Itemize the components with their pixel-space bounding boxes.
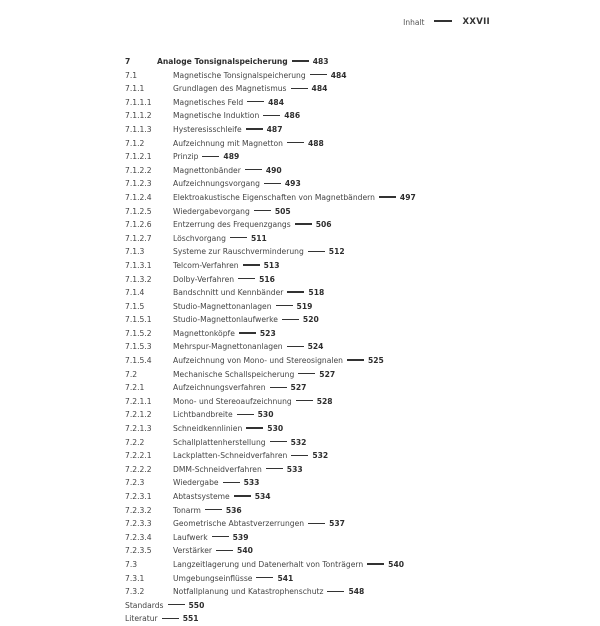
- toc-entry-link: [157, 55, 329, 69]
- toc-entry-number: 7.1.3.2: [125, 274, 152, 284]
- toc-entry: [125, 191, 545, 205]
- toc-entry-title: Aufzeichnungsverfahren: [173, 383, 266, 393]
- toc-entry-number: 7.2.3: [125, 478, 145, 488]
- toc-entry: [125, 449, 545, 463]
- toc-entry: [125, 572, 545, 586]
- toc-entry-title: Abtastsysteme: [173, 492, 230, 501]
- toc-entry-number: 7.2.3.1: [125, 492, 152, 501]
- toc-entry-link: [173, 395, 333, 409]
- toc-entry-number: 7.1.1.3: [125, 124, 152, 134]
- toc-entry: [125, 313, 545, 327]
- toc-entry-number: 7.2.2.1: [125, 451, 152, 461]
- toc-entry: [125, 232, 545, 246]
- toc-entry-title: Magnettonbänder: [173, 165, 241, 175]
- toc-entry-number: 7.1.5.4: [125, 356, 152, 366]
- toc-entry-title: Verstärker: [173, 546, 213, 556]
- toc-dash-separator: [287, 291, 304, 292]
- toc-entry-link: [125, 599, 204, 613]
- toc-entry: [125, 612, 545, 626]
- toc-entry-number: 7.1.2.5: [125, 206, 152, 216]
- toc-entry-link: [173, 585, 364, 599]
- toc-entry-link: [173, 558, 404, 572]
- toc-entry-number: 7.2: [125, 369, 138, 379]
- toc-entry: [125, 218, 545, 232]
- toc-entry: [125, 408, 545, 422]
- toc-entry: [125, 544, 545, 558]
- toc-entry-number: 7.2.2.2: [125, 464, 152, 474]
- toc-entry-number: 7.1.1.1: [125, 97, 152, 107]
- toc-entry-page: 511: [250, 233, 267, 243]
- toc-entry-number: 7.1.1.2: [125, 111, 152, 121]
- toc-entry-number: 7.1.5.3: [125, 342, 152, 352]
- toc-entry-link: [173, 259, 279, 273]
- toc-entry-title: Entzerrung des Frequenzgangs: [173, 220, 291, 230]
- toc-entry-page: 484: [330, 70, 347, 80]
- toc-entry-page: 528: [316, 396, 333, 406]
- toc-entry-page: 532: [312, 451, 329, 461]
- toc-entry-number: 7.2.3.3: [125, 519, 152, 529]
- toc-entry-page: 486: [284, 111, 301, 121]
- toc-entry-link: [173, 476, 259, 490]
- toc-entry-title: Laufwerk: [173, 532, 208, 542]
- toc-entry-number: 7.2.2: [125, 437, 145, 447]
- toc-entry-number: 7.1.5.2: [125, 328, 152, 338]
- toc-dash-separator: [243, 264, 260, 265]
- toc-entry-link: [173, 544, 253, 558]
- toc-entry-title: Bandschnitt und Kennbänder: [173, 288, 284, 298]
- toc-entry-link: [173, 449, 328, 463]
- toc-dash-separator: [287, 346, 304, 347]
- toc-dash-separator: [327, 591, 344, 592]
- running-header: [403, 17, 490, 27]
- toc-entry-page: 487: [266, 124, 283, 134]
- toc-entry: [125, 327, 545, 341]
- toc-entry: [125, 558, 545, 572]
- toc-entry-page: 484: [268, 97, 284, 107]
- toc-entry-page: 488: [307, 138, 324, 148]
- toc-entry: [125, 504, 545, 518]
- toc-entry-page: 518: [308, 288, 325, 298]
- toc-entry-page: 490: [265, 165, 282, 175]
- toc-dash-separator: [168, 604, 185, 605]
- toc-dash-separator: [263, 115, 280, 116]
- toc-entry-page: 540: [237, 546, 253, 556]
- toc-entry-page: 525: [367, 356, 384, 366]
- toc-dash-separator: [310, 74, 327, 75]
- toc-entry-title: Prinzip: [173, 152, 199, 162]
- toc-dash-separator: [266, 468, 283, 469]
- toc-entry-link: [173, 273, 275, 287]
- toc-entry: [125, 517, 545, 531]
- toc-dash-separator: [223, 482, 240, 483]
- toc-entry: [125, 259, 545, 273]
- toc-dash-separator: [367, 563, 384, 564]
- toc-entry-title: Magnetisches Feld: [173, 97, 244, 107]
- toc-dash-separator: [270, 441, 287, 442]
- toc-entry-link: [173, 572, 293, 586]
- toc-dash-separator: [246, 128, 263, 129]
- toc-entry: [125, 436, 545, 450]
- toc-entry: [125, 490, 545, 504]
- toc-entry-number: 7.2.3.4: [125, 532, 152, 542]
- toc-entry-link: [173, 408, 273, 422]
- toc-entry-title: Umgebungseinflüsse: [173, 573, 253, 583]
- toc-entry: [125, 205, 545, 219]
- toc-entry-link: [173, 82, 327, 96]
- toc-entry-link: [173, 123, 283, 137]
- toc-entry-link: [173, 340, 323, 354]
- toc-entry-title: Elektroakustische Eigenschaften von Magnetbändern: [173, 192, 375, 202]
- toc-entry: [125, 300, 545, 314]
- toc-entry-link: [173, 205, 291, 219]
- toc-entry-page: 540: [388, 559, 405, 569]
- toc-entry-title: Aufzeichnung mit Magnetton: [173, 138, 283, 148]
- toc-entry-link: [173, 177, 301, 191]
- toc-entry-page: 536: [225, 505, 242, 515]
- toc-entry-link: [173, 313, 319, 327]
- toc-entry-page: 484: [311, 84, 328, 94]
- toc-entry-link: [173, 490, 271, 504]
- toc-entry-link: [173, 463, 303, 477]
- toc-entry-link: [173, 150, 239, 164]
- toc-entry-title: Lichtbandbreite: [173, 410, 233, 420]
- toc-dash-separator: [379, 196, 396, 197]
- toc-dash-separator: [245, 169, 262, 170]
- toc-dash-separator: [276, 305, 293, 306]
- toc-entry-number: 7.2.1.2: [125, 410, 152, 420]
- toc-entry-page: 505: [274, 206, 291, 216]
- toc-entry: [125, 273, 545, 287]
- toc-entry: [125, 123, 545, 137]
- toc-dash-separator: [308, 523, 325, 524]
- toc-entry-title: Mehrspur-Magnettonanlagen: [173, 342, 283, 352]
- toc-entry-page: 537: [329, 519, 345, 529]
- toc-dash-separator: [308, 251, 325, 252]
- toc-entry-page: 539: [232, 532, 249, 542]
- toc-dash-separator: [292, 60, 309, 61]
- toc-dash-separator: [296, 400, 313, 401]
- toc-entry-page: 541: [277, 573, 294, 583]
- toc-entry-number: 7.1.5.1: [125, 315, 152, 325]
- toc-entry-number: 7.2.1.3: [125, 424, 152, 434]
- toc-entry-page: 533: [286, 464, 303, 474]
- toc-entry: [125, 150, 545, 164]
- toc-entry-title: Standards: [125, 600, 164, 610]
- toc-dash-separator: [238, 278, 255, 279]
- toc-entry-number: 7.1.2.1: [125, 152, 152, 162]
- toc-entry-link: [173, 368, 335, 382]
- toc-dash-separator: [270, 387, 287, 388]
- toc-entry-page: 524: [307, 342, 324, 352]
- toc-entry-link: [173, 327, 276, 341]
- toc-entry-page: 527: [290, 383, 307, 393]
- toc-dash-separator: [237, 414, 254, 415]
- toc-entry-title: Notfallplanung und Katastrophenschutz: [173, 587, 324, 597]
- toc-entry-number: 7.1: [125, 70, 138, 80]
- toc-dash-separator: [205, 509, 222, 510]
- toc-entry-title: Tonarm: [173, 505, 201, 515]
- toc-entry: [125, 177, 545, 191]
- toc-entry-title: Telcom-Verfahren: [173, 260, 239, 270]
- toc-entry-number: 7.1.2.7: [125, 233, 152, 243]
- toc-entry: [125, 286, 545, 300]
- toc-dash-separator: [282, 319, 299, 320]
- toc-entry-link: [173, 531, 249, 545]
- toc-entry-title: Dolby-Verfahren: [173, 274, 235, 284]
- toc-dash-separator: [234, 495, 251, 496]
- toc-entry-number: 7.2.3.5: [125, 546, 152, 556]
- table-of-contents: [125, 55, 545, 626]
- toc-entry: [125, 55, 545, 69]
- toc-entry: [125, 381, 545, 395]
- toc-entry: [125, 395, 545, 409]
- toc-dash-separator: [247, 101, 264, 102]
- toc-entry-number: 7.1.1: [125, 84, 145, 94]
- toc-entry-number: 7.3.2: [125, 587, 145, 597]
- toc-dash-separator: [212, 536, 229, 537]
- toc-entry-title: Lackplatten-Schneidverfahren: [173, 451, 288, 461]
- toc-entry: [125, 109, 545, 123]
- toc-entry-link: [173, 218, 332, 232]
- toc-entry: [125, 137, 545, 151]
- toc-entry-link: [173, 436, 306, 450]
- toc-entry-page: 527: [319, 369, 336, 379]
- toc-entry-page: 489: [223, 152, 240, 162]
- toc-entry-page: 523: [259, 328, 276, 338]
- toc-entry-link: [125, 612, 199, 626]
- toc-entry-number: 7.3: [125, 559, 138, 569]
- toc-entry-number: 7.1.4: [125, 288, 145, 298]
- toc-entry: [125, 82, 545, 96]
- toc-entry-link: [173, 191, 416, 205]
- toc-entry-link: [173, 137, 324, 151]
- toc-entry-link: [173, 504, 242, 518]
- toc-entry-page: 513: [263, 260, 280, 270]
- toc-entry-link: [173, 164, 282, 178]
- toc-dash-separator: [295, 223, 312, 224]
- toc-entry-title: Mono- und Stereoaufzeichnung: [173, 396, 292, 406]
- toc-dash-separator: [264, 183, 281, 184]
- toc-entry-page: 548: [348, 587, 365, 597]
- toc-entry: [125, 340, 545, 354]
- toc-entry: [125, 463, 545, 477]
- header-dash: [434, 20, 452, 22]
- toc-entry-title: Aufzeichnung von Mono- und Stereosignalen: [173, 356, 343, 366]
- toc-entry-page: 519: [296, 301, 313, 311]
- toc-entry-number: 7: [125, 57, 131, 66]
- toc-entry-page: 497: [399, 192, 416, 202]
- toc-entry-page: 530: [257, 410, 274, 420]
- toc-entry-number: 7.1.5: [125, 301, 145, 311]
- toc-dash-separator: [216, 550, 233, 551]
- toc-entry-title: Studio-Magnettonanlagen: [173, 301, 272, 311]
- toc-entry-number: 7.1.2.4: [125, 192, 152, 202]
- toc-entry-title: Wiedergabe: [173, 478, 219, 488]
- toc-entry-title: Magnetische Induktion: [173, 111, 260, 121]
- toc-entry-link: [173, 422, 283, 436]
- toc-entry-number: 7.1.2.6: [125, 220, 152, 230]
- toc-entry-title: DMM-Schneidverfahren: [173, 464, 262, 474]
- toc-entry-page: 516: [259, 274, 275, 284]
- toc-entry: [125, 476, 545, 490]
- toc-entry-title: Aufzeichnungsvorgang: [173, 179, 260, 189]
- toc-entry-link: [173, 96, 284, 110]
- header-section-label: Inhalt: [403, 17, 425, 27]
- toc-entry-number: 7.1.2.2: [125, 165, 152, 175]
- toc-entry-title: Hysteresisschleife: [173, 124, 242, 134]
- toc-entry: [125, 245, 545, 259]
- toc-dash-separator: [287, 142, 304, 143]
- toc-entry-page: 512: [328, 247, 345, 257]
- toc-entry: [125, 69, 545, 83]
- toc-dash-separator: [162, 618, 179, 619]
- toc-entry-number: 7.2.1.1: [125, 396, 152, 406]
- toc-entry-title: Grundlagen des Magnetismus: [173, 84, 287, 94]
- toc-dash-separator: [202, 156, 219, 157]
- toc-entry-link: [173, 232, 267, 246]
- toc-dash-separator: [239, 332, 256, 333]
- toc-dash-separator: [291, 88, 308, 89]
- toc-entry-page: 532: [290, 437, 307, 447]
- toc-entry-title: Magnettonköpfe: [173, 328, 235, 338]
- toc-entry-title: Wiedergabevorgang: [173, 206, 250, 216]
- toc-dash-separator: [246, 427, 263, 428]
- toc-entry-title: Geometrische Abtastverzerrungen: [173, 519, 305, 529]
- toc-dash-separator: [256, 577, 273, 578]
- toc-entry-number: 7.1.3: [125, 247, 145, 257]
- toc-entry-link: [173, 286, 324, 300]
- toc-entry-link: [173, 69, 347, 83]
- toc-entry-title: Systeme zur Rauschverminderung: [173, 247, 304, 257]
- toc-entry-number: 7.3.1: [125, 573, 145, 583]
- toc-entry-number: 7.1.3.1: [125, 260, 152, 270]
- toc-entry-title: Literatur: [125, 614, 158, 624]
- toc-entry-page: 534: [254, 492, 271, 501]
- toc-entry-link: [173, 300, 312, 314]
- toc-entry-page: 493: [284, 179, 301, 189]
- toc-entry-page: 551: [182, 614, 199, 624]
- toc-entry-title: Langzeitlagerung und Datenerhalt von Tonträgern: [173, 559, 364, 569]
- toc-entry-page: 550: [188, 600, 205, 610]
- toc-entry-page: 506: [315, 220, 332, 230]
- toc-entry-title: Magnetische Tonsignalspeicherung: [173, 70, 306, 80]
- toc-entry-title: Studio-Magnettonlaufwerke: [173, 315, 278, 325]
- header-page-number: XXVII: [462, 17, 490, 27]
- toc-entry-link: [173, 245, 345, 259]
- toc-entry-link: [173, 381, 306, 395]
- toc-entry-title: Löschvorgang: [173, 233, 226, 243]
- toc-dash-separator: [298, 373, 315, 374]
- toc-entry-link: [173, 517, 345, 531]
- toc-entry: [125, 164, 545, 178]
- toc-entry: [125, 368, 545, 382]
- toc-entry-page: 530: [267, 424, 284, 434]
- toc-entry-title: Analoge Tonsignalspeicherung: [157, 57, 288, 66]
- toc-entry-title: Mechanische Schallspeicherung: [173, 369, 295, 379]
- toc-dash-separator: [291, 455, 308, 456]
- toc-entry-title: Schallplattenherstellung: [173, 437, 266, 447]
- toc-dash-separator: [347, 359, 364, 360]
- toc-entry-number: 7.2.3.2: [125, 505, 152, 515]
- toc-dash-separator: [230, 237, 247, 238]
- toc-entry-link: [173, 354, 384, 368]
- toc-entry: [125, 585, 545, 599]
- toc-entry-page: 483: [312, 57, 329, 66]
- toc-entry-page: 520: [302, 315, 319, 325]
- toc-entry: [125, 96, 545, 110]
- toc-entry-number: 7.1.2.3: [125, 179, 152, 189]
- toc-entry: [125, 422, 545, 436]
- toc-entry-number: 7.2.1: [125, 383, 145, 393]
- toc-entry-number: 7.1.2: [125, 138, 145, 148]
- toc-entry: [125, 354, 545, 368]
- toc-entry-page: 533: [243, 478, 260, 488]
- toc-dash-separator: [254, 210, 271, 211]
- toc-entry-link: [173, 109, 300, 123]
- toc-entry: [125, 599, 545, 613]
- toc-entry-title: Schneidkennlinien: [173, 424, 243, 434]
- toc-entry: [125, 531, 545, 545]
